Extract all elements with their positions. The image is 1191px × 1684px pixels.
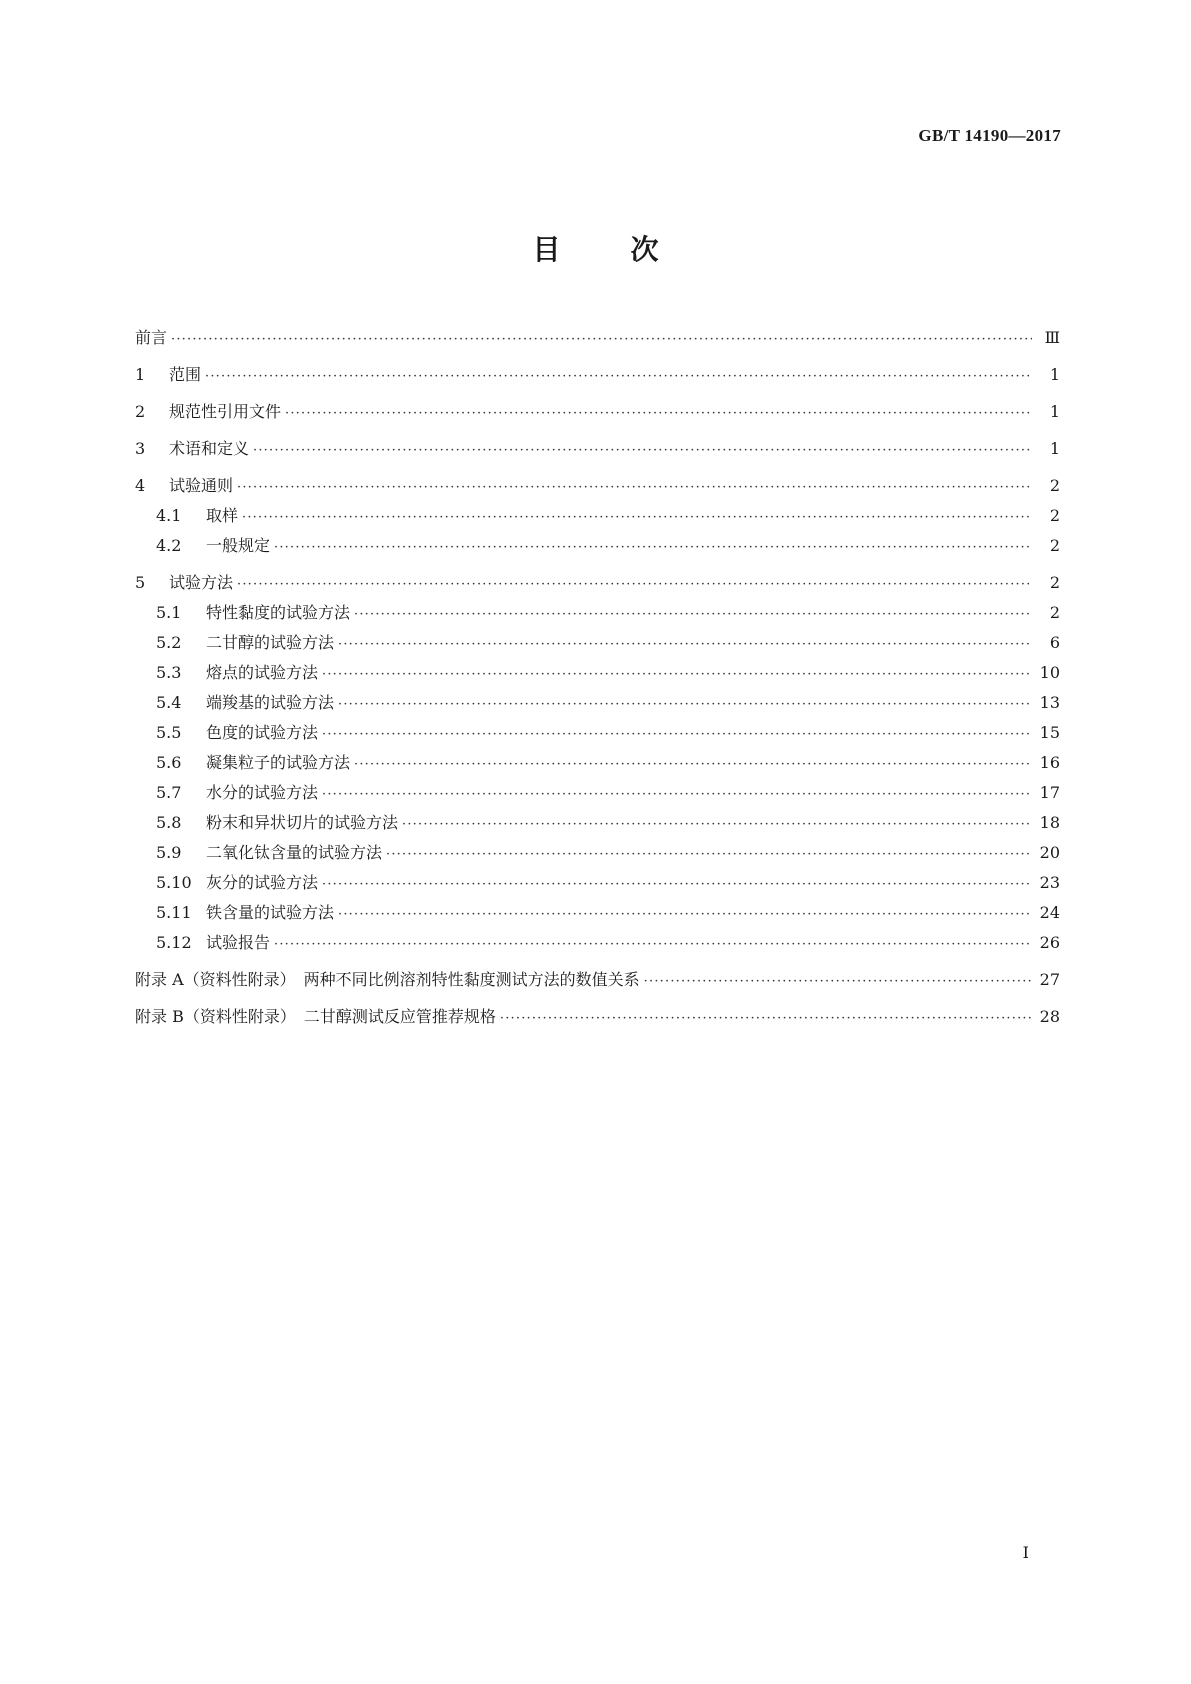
toc-entry[interactable]: [135, 570, 1060, 600]
toc-entry-leader: [285, 406, 1032, 421]
toc-entry-page: 15: [1039, 723, 1060, 742]
toc-entry-label: 特性黏度的试验方法: [206, 603, 351, 622]
toc-entry[interactable]: [135, 473, 1060, 503]
toc-entry-page: 27: [1039, 970, 1060, 989]
toc-entry-number: 4.1: [156, 506, 182, 525]
standard-code: GB/T 14190—2017: [918, 126, 1061, 145]
toc-entry-page: 28: [1039, 1007, 1060, 1026]
toc-entry-number: 5.1: [156, 603, 182, 622]
toc-entry-label: 范围: [169, 365, 202, 384]
toc-entry-leader: [242, 510, 1032, 525]
toc-entry[interactable]: [135, 600, 1060, 630]
table-of-contents: [135, 325, 1060, 1034]
toc-entry-number: 4.2: [156, 536, 182, 555]
toc-entry-leader: [274, 937, 1032, 952]
toc-entry-label: 前言: [135, 328, 168, 347]
toc-entry[interactable]: [135, 325, 1060, 355]
toc-entry-label: 灰分的试验方法: [206, 873, 319, 892]
toc-title: [0, 228, 1191, 268]
toc-entry-leader: [322, 727, 1032, 742]
toc-entry-label: 熔点的试验方法: [206, 663, 319, 682]
toc-entry-label: 水分的试验方法: [206, 783, 319, 802]
toc-entry-leader: [354, 607, 1032, 622]
toc-entry-page: 24: [1039, 903, 1060, 922]
toc-entry-page: 17: [1039, 783, 1060, 802]
toc-entry[interactable]: [135, 930, 1060, 960]
toc-entry[interactable]: [135, 900, 1060, 930]
toc-entry-page: 6: [1049, 633, 1060, 652]
toc-entry-label: 试验通则: [169, 476, 234, 495]
toc-entry[interactable]: [135, 780, 1060, 810]
toc-entry-leader: [274, 540, 1032, 555]
toc-entry-label: 试验报告: [206, 933, 271, 952]
toc-entry-label: 粉末和异状切片的试验方法: [206, 813, 399, 832]
toc-entry-number: 5.7: [156, 783, 182, 802]
toc-entry[interactable]: [135, 720, 1060, 750]
toc-entry-label: 二氧化钛含量的试验方法: [206, 843, 383, 862]
toc-entry-label: 附录 A（资料性附录） 两种不同比例溶剂特性黏度测试方法的数值关系: [135, 970, 640, 989]
toc-entry-leader: [322, 787, 1032, 802]
toc-entry-leader: [237, 577, 1032, 592]
toc-entry-page: 13: [1039, 693, 1060, 712]
toc-entry[interactable]: [135, 533, 1060, 563]
toc-title-char-1: 目: [532, 233, 561, 266]
toc-entry-label: 一般规定: [206, 536, 271, 555]
toc-entry-page: 18: [1039, 813, 1060, 832]
toc-entry-number: 5.4: [156, 693, 182, 712]
page-number: I: [1022, 1543, 1029, 1562]
toc-entry-number: 5: [135, 573, 146, 592]
toc-entry-number: 5.9: [156, 843, 182, 862]
toc-entry-page: Ⅲ: [1044, 328, 1060, 347]
toc-entry-page: 2: [1049, 536, 1060, 555]
toc-entry-page: 2: [1049, 506, 1060, 525]
toc-entry[interactable]: [135, 399, 1060, 429]
toc-entry-number: 5.2: [156, 633, 182, 652]
toc-entry-label: 铁含量的试验方法: [206, 903, 335, 922]
toc-entry-number: 3: [135, 439, 146, 458]
toc-entry[interactable]: [135, 362, 1060, 392]
toc-entry-number: 5.3: [156, 663, 182, 682]
toc-entry-page: 2: [1049, 573, 1060, 592]
toc-entry-page: 16: [1039, 753, 1060, 772]
toc-entry-number: 1: [135, 365, 146, 384]
toc-entry-page: 26: [1039, 933, 1060, 952]
toc-entry-label: 二甘醇的试验方法: [206, 633, 335, 652]
toc-entry[interactable]: [135, 870, 1060, 900]
toc-entry[interactable]: [135, 690, 1060, 720]
toc-entry-page: 20: [1039, 843, 1060, 862]
toc-entry-leader: [644, 974, 1032, 989]
toc-entry-page: 2: [1049, 476, 1060, 495]
toc-entry[interactable]: [135, 503, 1060, 533]
toc-entry-label: 凝集粒子的试验方法: [206, 753, 351, 772]
toc-entry-label: 术语和定义: [169, 439, 250, 458]
toc-entry-leader: [338, 907, 1032, 922]
toc-entry-number: 5.12: [156, 933, 192, 952]
toc-entry[interactable]: [135, 660, 1060, 690]
toc-entry-number: 5.8: [156, 813, 182, 832]
toc-entry-number: 5.10: [156, 873, 192, 892]
toc-entry-page: 10: [1039, 663, 1060, 682]
toc-entry[interactable]: [135, 630, 1060, 660]
toc-entry-label: 色度的试验方法: [206, 723, 319, 742]
toc-entry-leader: [386, 847, 1032, 862]
toc-entry-leader: [500, 1011, 1032, 1026]
toc-entry-leader: [402, 817, 1032, 832]
toc-entry[interactable]: [135, 967, 1060, 997]
toc-entry-page: 23: [1039, 873, 1060, 892]
toc-entry-leader: [253, 443, 1032, 458]
toc-entry-leader: [322, 667, 1032, 682]
toc-entry-leader: [237, 480, 1032, 495]
toc-entry[interactable]: [135, 1004, 1060, 1034]
toc-entry[interactable]: [135, 810, 1060, 840]
toc-entry-number: 5.6: [156, 753, 182, 772]
toc-entry-label: 附录 B（资料性附录） 二甘醇测试反应管推荐规格: [135, 1007, 496, 1026]
toc-entry-label: 试验方法: [169, 573, 234, 592]
toc-entry-page: 1: [1049, 402, 1060, 421]
toc-entry-leader: [338, 637, 1032, 652]
toc-entry[interactable]: [135, 436, 1060, 466]
toc-entry-page: 2: [1049, 603, 1060, 622]
toc-entry-number: 2: [135, 402, 146, 421]
toc-entry-leader: [322, 877, 1032, 892]
toc-entry[interactable]: [135, 840, 1060, 870]
toc-entry-label: 端羧基的试验方法: [206, 693, 335, 712]
toc-entry-leader: [171, 332, 1032, 347]
toc-title-char-2: 次: [630, 233, 659, 266]
toc-entry-page: 1: [1049, 365, 1060, 384]
toc-entry[interactable]: [135, 750, 1060, 780]
toc-entry-leader: [354, 757, 1032, 772]
toc-entry-leader: [338, 697, 1032, 712]
toc-entry-number: 5.5: [156, 723, 182, 742]
toc-entry-page: 1: [1049, 439, 1060, 458]
toc-entry-number: 5.11: [156, 903, 192, 922]
toc-entry-label: 取样: [206, 506, 239, 525]
toc-entry-number: 4: [135, 476, 146, 495]
toc-entry-leader: [205, 369, 1032, 384]
toc-entry-label: 规范性引用文件: [169, 402, 282, 421]
